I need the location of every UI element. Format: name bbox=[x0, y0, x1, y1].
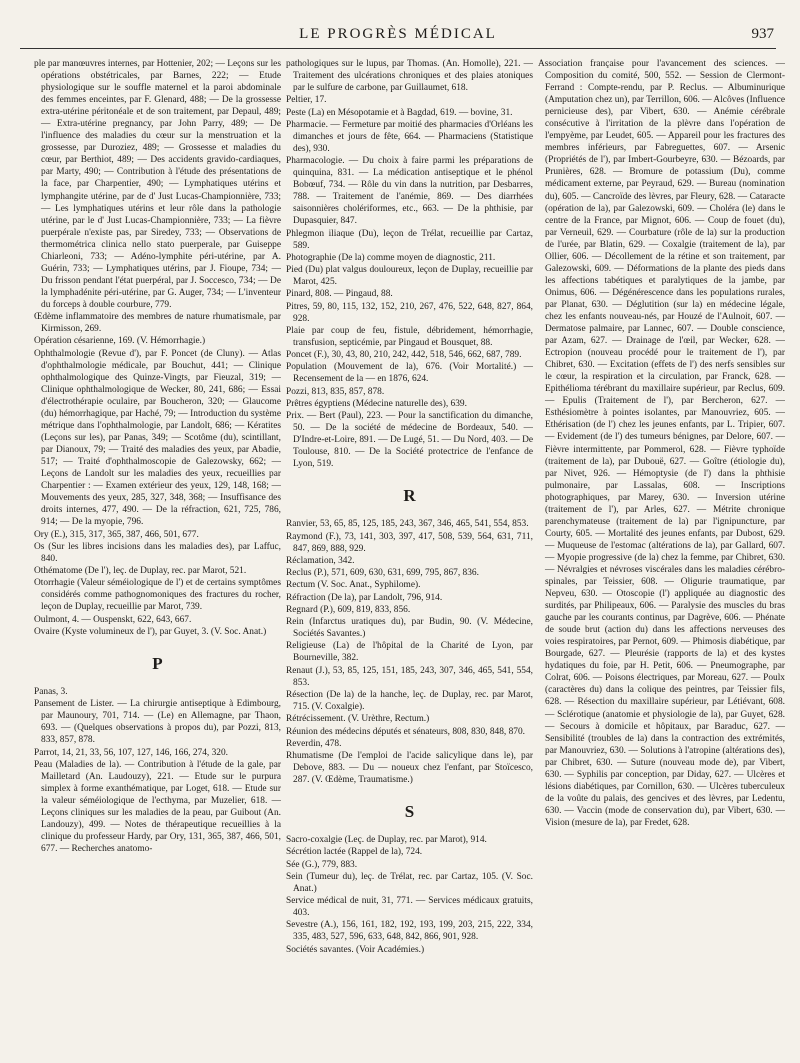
page-header bbox=[20, 18, 776, 49]
index-entry: Photographie (De la) comme moyen de diagnostic, 211. bbox=[286, 252, 496, 263]
index-entry: Peltier, 17. bbox=[286, 95, 327, 106]
index-entry: Parrot, 14, 21, 33, 56, 107, 127, 146, 166, 274, 320. bbox=[34, 747, 229, 758]
index-entry: Réclamation, 342. bbox=[286, 555, 355, 566]
index-column-middle bbox=[286, 58, 533, 1057]
index-entry: Raymond (F.), 73, 141, 303, 397, 417, 508, 539, 564, 631, 711, 847, 869, 888, 929. bbox=[286, 531, 533, 554]
index-entry: Peste (La) en Mésopotamie et à Bagdad, 619. — bovine, 31. bbox=[286, 107, 513, 118]
index-entry: Pitres, 59, 80, 115, 132, 152, 210, 267, 476, 522, 648, 827, 864, 928. bbox=[286, 301, 533, 324]
index-entry: Service médical de nuit, 31, 771. — Services médicaux gratuits, 403. bbox=[286, 896, 533, 919]
index-entry: Pozzi, 813, 835, 857, 878. bbox=[286, 386, 385, 397]
index-entry: Sécrétion lactée (Rappel de la), 724. bbox=[286, 847, 423, 858]
index-entry: Os (Sur les libres incisions dans les maladies des), par Laffuc, 840. bbox=[34, 541, 281, 564]
index-entry: Reclus (P.), 571, 609, 630, 631, 699, 795, 867, 836. bbox=[286, 568, 479, 579]
index-entry: Sée (G.), 779, 883. bbox=[286, 859, 358, 870]
index-entry: Phlegmon iliaque (Du), leçon de Trélat, recueillie par Cartaz, 589. bbox=[286, 228, 533, 251]
index-entry: Rectum (V. Soc. Anat., Syphilome). bbox=[286, 580, 421, 591]
index-entry: Prêtres égyptiens (Médecine naturelle des), 639. bbox=[286, 398, 467, 409]
index-entry: Reverdin, 478. bbox=[286, 738, 342, 749]
journal-title: LE PROGRÈS MÉDICAL bbox=[299, 26, 497, 42]
index-entry: Othématome (De l'), leç. de Duplay, rec. par Marot, 521. bbox=[34, 566, 247, 577]
index-entry: Opération césarienne, 169. (V. Hémorrhagie.) bbox=[34, 336, 206, 347]
index-columns bbox=[20, 58, 785, 1057]
index-entry: Panas, 3. bbox=[34, 686, 68, 697]
index-entry: Prix. — Bert (Paul), 223. — Pour la sanctification du dimanche, 50. — De la société de médecine de Bordeaux, 540. — D'Indre-et-Loire, 891. — De Lugé, 51. — Du Nord, 403. — De Toulouse, 810. — De la Société protectrice de l'enfance de Lyon, 519. bbox=[286, 411, 533, 470]
index-entry: Ranvier, 53, 65, 85, 125, 185, 243, 367, 346, 465, 541, 554, 853. bbox=[286, 519, 529, 530]
index-entry: Pansement de Lister. — La chirurgie antiseptique à Edimbourg, par Maunoury, 701, 714. — (Le) en Allemagne, par Thaon, 693. — (Quelques observations à propos du), par Pozzi, 813, 833, 857, 878. bbox=[34, 699, 281, 746]
index-entry: Sociétés savantes. (Voir Académies.) bbox=[286, 944, 425, 955]
index-entry: Renaut (J.), 53, 85, 125, 151, 185, 243, 307, 346, 465, 541, 554, 853. bbox=[286, 665, 533, 688]
index-entry: pathologiques sur le lupus, par Thomas. (An. Homolle), 221. — Traitement des ulcérations chroniques et des plaies atoniques par le sulfure de carbone, par Guillaumet, 618. bbox=[286, 59, 533, 94]
index-entry: ple par manœuvres internes, par Hottenier, 202; — Leçons sur les opérations obstétricales, par Barnes, 222; — Etude physiologique sur le souffle maternel et la paroi abdominale des femmes enceintes, par F. Glenard, 488; — De la grossesse extra-utérine péritonéale et de son traitement, par Depaul, 489; — Extra-utérine pregnancy, par John Parry, 489; — De l'influence des maladies du cœur sur la menstruation et la grossesse, par Duroziez, 489; — Grossesse et maladies du cœur, par Berthiot, 489; — Des accidents gravido-cardiaques, par Marty, 490; — Contribution à l'étude des présentations de la face, par Charpentier, 490; — Lymphatiques utérins et lymphangite utérine, par de d' Just Lucas-Championnière, 733; — Les lymphatiques utérins et leur rôle dans la pathologie utérine, par le d' Just Lucas-Championnière, 733; — La fièvre puerpérale n'existe pas, par Siredey, 733; — Observations de thermométrica clinica nello stato puerperale, par Guiseppe Chiarleoni, 733; — Adéno-lymphite péri-utérine, par A. Guérin, 733; — Lymphatiques utérins, par J. Fioupe, 734; — Du frisson pendant l'état puerpéral, par J. Soccesco, 734; — De la lymphadénite péri-utérine, par G. Auger, 734; — L'inventeur du forceps à double courbure, 779. bbox=[34, 59, 281, 310]
index-entry: Pharmacologie. — Du choix à faire parmi les préparations de quinquina, 831. — La médication antiseptique et le phénol Bobœuf, 734. — Rôle du vin dans la nutrition, par Desbarres, 788. — Traitement de l'anémie, 869. — Des diarrhées saisonnières cholériformes, etc., 663. — De la phthisie, par Dupasquier, 847. bbox=[286, 156, 533, 227]
page-number: 937 bbox=[751, 26, 774, 42]
index-entry: Œdème inflammatoire des membres de nature rhumatismale, par Kirmisson, 269. bbox=[34, 312, 281, 335]
index-entry: Pharmacie. — Fermeture par moitié des pharmacies d'Orléans les dimanches et jours de fête, 664. — Pharmaciens (Statistique des), 930. bbox=[286, 119, 533, 154]
index-column-left bbox=[34, 58, 281, 1057]
section-letter: S bbox=[404, 802, 415, 822]
index-entry: Plaie par coup de feu, fistule, débridement, hémorrhagie, transfusion, septicémie, par Pingaud et Bousquet, 88. bbox=[286, 325, 533, 348]
index-entry: Association française pour l'avancement des sciences. — Composition du comité, 500, 552. — Session de Clermont-Ferrand : Compte-rendu, par P. Reclus. — Albuminurique (Amputation chez un), par Terrillon, 606. — Alcôves (Influence pernicieuse des), par Vibert, 630. — Anémie cérébrale consécutive à l'irritation de la plèvre dans l'opération de l'empyème, par Leudet, 605. — Appareil pour les fractures des membres inférieurs, par Fabreguettes, 607. — Arsenic (Propriétés de l'), par Imbert-Gourbeyre, 630. — Bézoards, par Prunières, 628. — Bromure de potassium (Du), comme médicament externe, par Peyraud, 629. — Bureau (nomination du), 605. — Cancroïde des lèvres, par Fleury, 628. — Cataracte (opération de la), par Galezowski, 609. — Choléra (le) dans le centre de la France, par Mignot, 606. — Coup de fouet (du), par Verneuil, 629. — Courbature (rôle de la) sur la production de l'urée, par Blatin, 629. — Coxalgie (traitement de la), par Ollier, 606. — Décollement de la rétine et son traitement, par Galezowski, 609. — Déformations de la plante des pieds dans les affections tabétiques et paralytiques de la jambe, par Onimus, 606. — Dégénérescence dans les populations rurales, par Planat, 630. — Déglutition (sur la) en médecine légale, chez les enfants nouveau-nés, par Houzé de l'Aulnoit, 607. — Dermatose palmaire, par Lannec, 607. — Double conscience, par Azam, 627. — Drainage de l'œil, par Wecker, 628. — Ectropion (nouveau procédé pour le traitement de l'), par Chibret, 630. — Excitation (effets de l') des nerfs sensibles sur le cœur, la respiration et la circulation, par Franck, 628. — Epithélioma térébrant du maxillaire supérieur, par Reclus, 609. — Epulis (Traitement de l'), par Bercheron, 627. — Esthésiomètre à pointes isolantes, par Manouvriez, 605. — Ethérisation (de l') chez les jeunes enfants, par L. Tripier, 607. — Evidement (de l') des tumeurs bénignes, par Delore, 607. — Fièvre intermittente, par Pommerol, 628. — Fièvre typhoïde (traitement de la), par Dubouë, 627. — Goître (étiologie du), par Nivet, 926. — Hémoptysie (de l') dans la phthisie pulmonaire, par Lassalas, 608. — Inscriptions photographiques, par Marey, 630. — Inversion utérine (traitement de l'), par Arles, 627. — Métrite chronique parenchymateuse (traitement de la) par l'ignipuncture, par Courty, 605. — Mortalité des jeunes enfants, par Dubost, 629. — Muqueuse de l'estomac (altérations de la), par Gallard, 607. — Myopie progressive (de la) chez la femme, par Chibret, 630. — Névralgies et névroses viscérales dans les maladies cérébro-spinales, par Teissier, 608. — Oligurie traumatique, par Nepveu, 630. — Otoscopie (l') appliquée au diagnostic des surdités, par Philipeaux, 606. — Paralysie des muscles du bras gauche par les courants continus, par Dagrève, 606. — Phénate de soude brut (action du) dans les affections nerveuses des voies respiratoires, par Pernot, 609. — Phimosis diabétique, par Bourgade, 627. — Pleurésie (rapports de la) et des kystes hydatiques du foie, par H. Petit, 606. — Pneumographe, par Colrat, 606. — Poisons électriques, par Moreau, 627. — Poulx (caractères du) dans la colique des peintres, par Teissier fils, 628. — Résection du maxillaire supérieur, par Létiévant, 608. — Sclérotique (anatomie et physiologie de la), par Guyet, 628. — Secours à domicile et hôpitaux, par Baraduc, 627. — Sensibilité (troubles de la) dans la contraction des extrémités, par Manouvriez, 630. — Solutions à l'atropine (altérations des), par Chibret, 630. — Suture (nouveau mode de), par Vibert, 630. — Syphilis par conception, par Diday, 627. — Ulcères et lésions diabétiques, par Cornillon, 630. — Ulcères tuberculeux de la voûte du palais, des gencives et des lèvres, par Ledentu, 630. — Vaccin (mode de conservation du), par Vibert, 630. — Vision (mesure de la), par Fredet, 628. bbox=[538, 59, 785, 828]
index-entry: Poncet (F.), 30, 43, 80, 210, 242, 442, 518, 546, 662, 687, 789. bbox=[286, 350, 522, 361]
section-letter: P bbox=[152, 653, 163, 673]
index-entry: Ophthalmologie (Revue d'), par F. Poncet (de Cluny). — Atlas d'ophthalmologie médicale, par Bouchut, 441; — Clinique ophthalmologique des Quinze-Vingts, par Fieuzal, 319; — Clinique ophthalmologique de Wecker, 80, 241, 686; — Essai d'électrothérapie oculaire, par Boucheron, 320; — Glaucome (du) hémorrhagique, par Haché, 79; — Introduction du système métrique dans l'ophthalmologie, par Landolt, 686; — Kératites (Leçons sur les), par Panas, 349; — Scotôme (du), scintillant, par Dianoux, 79; — Traité des maladies des yeux, par Abadie, 517; — Traité d'ophthalmoscopie de Galezowsky, 662; — Leçons de Landolt sur les maladies des yeux, recueillies par Charpentier : — Examen extérieur des yeux, 129, 148, 168; — Mouvements des yeux, 285, 327, 348, 368; — Insuffisance des droits internes, 477, 490. — De la réfraction, 621, 725, 786, 914; — De la myopie, 796. bbox=[34, 348, 281, 528]
index-entry: Population (Mouvement de la), 676. (Voir Mortalité.) — Recensement de la — en 1876, 624. bbox=[286, 362, 533, 385]
index-entry: Pinard, 808. — Pingaud, 88. bbox=[286, 289, 393, 300]
index-entry: Sevestre (A.), 156, 161, 182, 192, 193, 199, 203, 215, 222, 334, 335, 483, 527, 596, 633, 648, 842, 866, 901, 928. bbox=[286, 920, 533, 943]
index-entry: Sein (Tumeur du), leç. de Trélat, rec. par Cartaz, 105. (V. Soc. Anat.) bbox=[286, 871, 533, 894]
index-column-right bbox=[538, 58, 785, 1057]
index-entry: Ory (E.), 315, 317, 365, 387, 466, 501, 677. bbox=[34, 529, 199, 540]
index-entry: Pied (Du) plat valgus douloureux, leçon de Duplay, recueillie par Marot, 425. bbox=[286, 265, 533, 288]
index-entry: Regnard (P.), 609, 819, 833, 856. bbox=[286, 604, 411, 615]
index-entry: Ovaire (Kyste volumineux de l'), par Guyet, 3. (V. Soc. Anat.) bbox=[34, 626, 267, 637]
index-entry: Sacro-coxalgie (Leç. de Duplay, rec. par Marot), 914. bbox=[286, 835, 487, 846]
index-entry: Otorrhagie (Valeur séméiologique de l') et de certains symptômes considérés comme pathognomoniques des fractures du rocher, leçon de Duplay, recueillie par Marot, 739. bbox=[34, 578, 281, 613]
index-entry: Peau (Maladies de la). — Contribution à l'étude de la gale, par Mailletard (An. Laudouzy), 221. — Etude sur le purpura simplex à forme exanthématique, par Loget, 618. — Etude sur la valeur séméiologique de l'ecthyma, par Muzelier, 618. — Leçons cliniques sur les maladies de la peau, par Guibout (An. Landouzy), 499. — Notes de thérapeutique recueillies à la clinique du professeur Hardy, par Ory, 131, 365, 387, 466, 501, 677. — Recherches anatomo- bbox=[34, 759, 281, 855]
index-entry: Résection (De la) de la hanche, leç. de Duplay, rec. par Marot, 715. (V. Coxalgie). bbox=[286, 689, 533, 713]
index-entry: Réunion des médecins députés et sénateurs, 808, 830, 848, 870. bbox=[286, 726, 526, 737]
index-entry: Oulmont, 4. — Ouspenskt, 622, 643, 667. bbox=[34, 614, 192, 625]
index-entry: Rétrécissement. (V. Urèthre, Rectum.) bbox=[286, 714, 430, 725]
index-entry: Rhumatisme (De l'emploi de l'acide salicylique dans le), par Debove, 883. — Du — noueux chez l'enfant, par Stoïcesco, 287. (V. Œdème, Traumatisme.) bbox=[286, 750, 533, 786]
index-entry: Rein (Infarctus uratiques du), par Budin, 90. (V. Médecine, Sociétés Savantes.) bbox=[286, 617, 533, 640]
section-letter: R bbox=[403, 486, 416, 506]
index-entry: Religieuse (La) de l'hôpital de la Charité de Lyon, par Bourneville, 382. bbox=[286, 641, 533, 664]
index-entry: Réfraction (De la), par Landolt, 796, 914. bbox=[286, 592, 443, 603]
